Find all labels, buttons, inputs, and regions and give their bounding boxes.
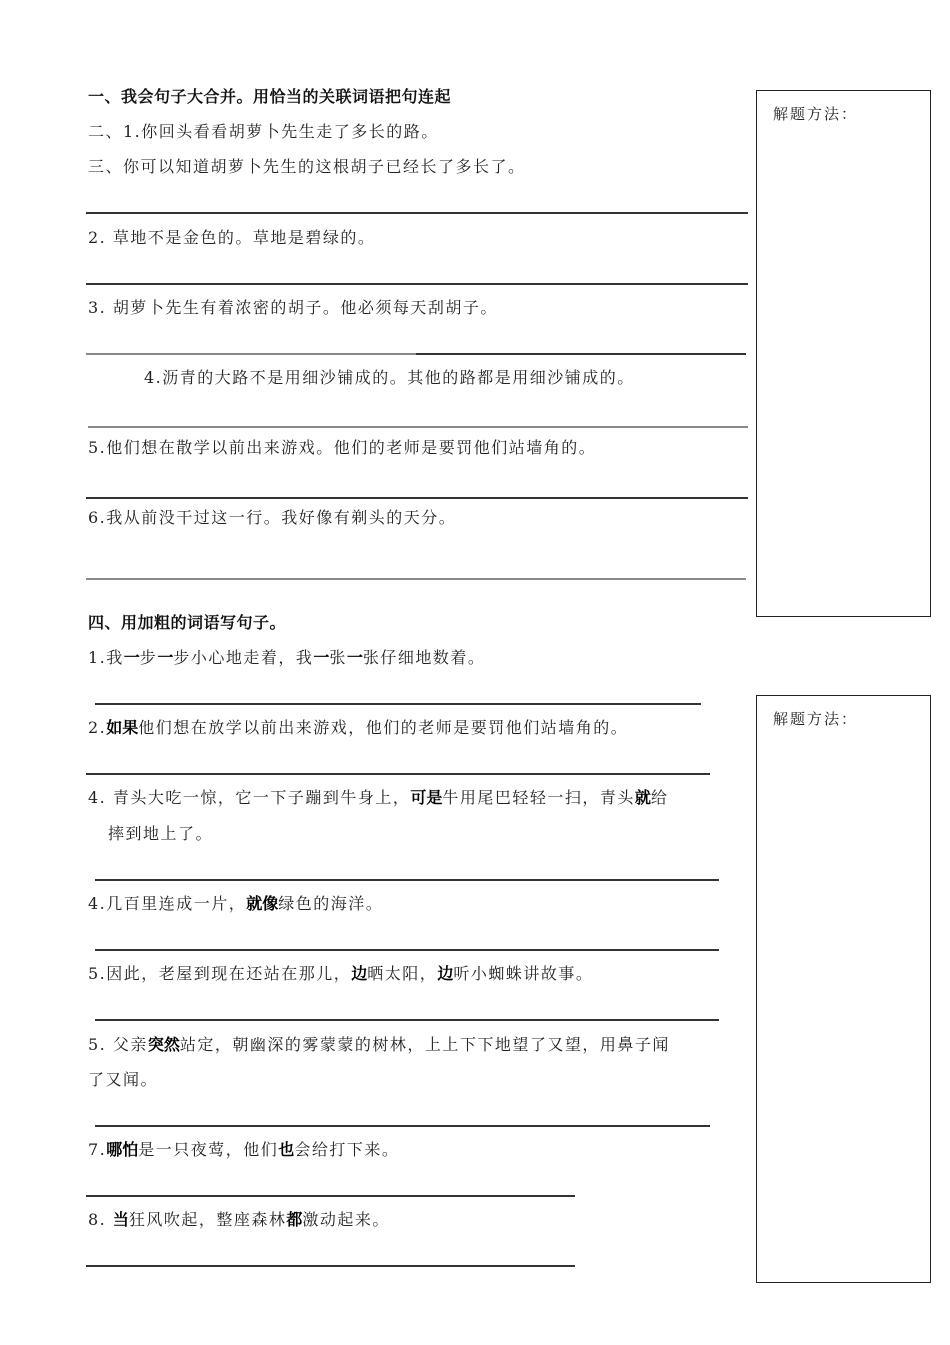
answer-line[interactable] bbox=[86, 1265, 575, 1267]
answer-line[interactable] bbox=[95, 1125, 710, 1127]
section2-item-3-cont: 摔到地上了。 bbox=[108, 824, 214, 843]
answer-line[interactable] bbox=[86, 1195, 575, 1197]
answer-line[interactable] bbox=[88, 426, 748, 428]
section2-item-6: 5. 父亲突然站定，朝幽深的雾蒙蒙的树林，上上下下地望了又望，用鼻子闻 bbox=[88, 1035, 670, 1054]
section2-item-1: 1.我一步一步小心地走着，我一张一张仔细地数着。 bbox=[88, 648, 486, 667]
method-box[interactable] bbox=[756, 90, 931, 617]
section1-item: 三、你可以知道胡萝卜先生的这根胡子已经长了多长了。 bbox=[88, 157, 526, 176]
section2-item-4: 4.几百里连成一片，就像绿色的海洋。 bbox=[88, 894, 384, 913]
answer-line[interactable] bbox=[416, 353, 746, 355]
section2-item-6-cont: 了又闻。 bbox=[88, 1070, 159, 1089]
answer-line[interactable] bbox=[95, 703, 701, 705]
section1-title: 一、我会句子大合并。用恰当的关联词语把句连起 bbox=[88, 87, 452, 106]
section2-item-3: 4. 青头大吃一惊，它一下子蹦到牛身上，可是牛用尾巴轻轻一扫，青头就给 bbox=[88, 788, 669, 807]
section2-item-5: 5.因此，老屋到现在还站在那儿，边晒太阳，边听小蜘蛛讲故事。 bbox=[88, 964, 594, 983]
method-label: 解题方法： bbox=[773, 105, 859, 123]
section1-item: 5.他们想在散学以前出来游戏。他们的老师是要罚他们站墙角的。 bbox=[88, 438, 597, 457]
section1-item: 3. 胡萝卜先生有着浓密的胡子。他必须每天刮胡子。 bbox=[88, 298, 498, 317]
section2-item-7: 7.哪怕是一只夜莺，他们也会给打下来。 bbox=[88, 1140, 400, 1159]
answer-line[interactable] bbox=[86, 353, 416, 355]
answer-line[interactable] bbox=[86, 773, 710, 775]
method-box[interactable] bbox=[756, 695, 931, 1283]
answer-line[interactable] bbox=[95, 1019, 719, 1021]
answer-line[interactable] bbox=[95, 949, 719, 951]
answer-line[interactable] bbox=[95, 879, 719, 881]
section1-item: 6.我从前没干过这一行。我好像有剃头的天分。 bbox=[88, 508, 457, 527]
section2-title: 四、用加粗的词语写句子。 bbox=[88, 613, 287, 632]
section2-item-8: 8. 当狂风吹起，整座森林都激动起来。 bbox=[88, 1210, 390, 1229]
section1-item: 二、1.你回头看看胡萝卜先生走了多长的路。 bbox=[88, 122, 439, 141]
method-label: 解题方法： bbox=[773, 710, 859, 728]
section1-item: 4.沥青的大路不是用细沙铺成的。其他的路都是用细沙铺成的。 bbox=[144, 368, 635, 387]
answer-line[interactable] bbox=[86, 212, 748, 214]
answer-line[interactable] bbox=[86, 497, 748, 499]
section1-item: 2. 草地不是金色的。草地是碧绿的。 bbox=[88, 228, 376, 247]
section2-item-2: 2.如果他们想在放学以前出来游戏，他们的老师是要罚他们站墙角的。 bbox=[88, 718, 629, 737]
answer-line[interactable] bbox=[86, 578, 746, 580]
answer-line[interactable] bbox=[86, 283, 748, 285]
